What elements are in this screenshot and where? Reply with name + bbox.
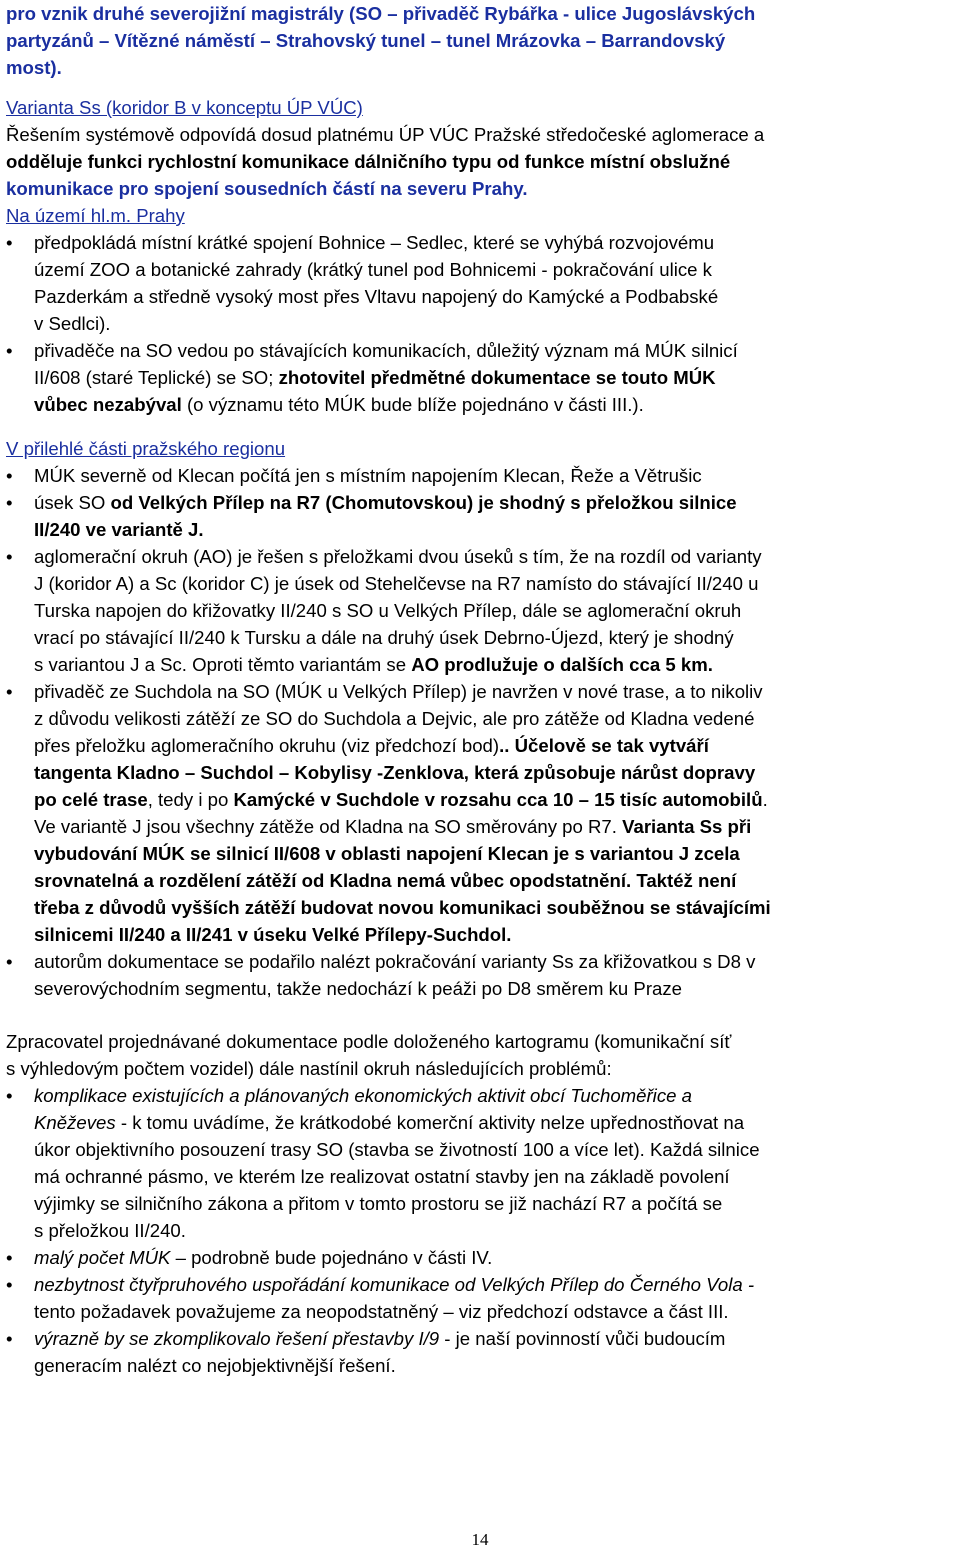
page-number: 14: [471, 1530, 489, 1549]
list-item: • předpokládá místní krátké spojení Bohnice – Sedlec, které se vyhýbá rozvojovému území ZOO a botanické zahrady (krátký tunel pod Bohnicemi - pokračování ulice k Pazderkám a středně vysoký most přes Vltavu napojený do Kamýcké a Podbabské v Sedlci).: [6, 229, 958, 337]
text-line: pro vznik druhé severojižní magistrály (SO – přivaděč Rybářka - ulice Jugoslávských: [6, 3, 756, 24]
bullet-icon: •: [6, 1274, 13, 1295]
bullet-icon: •: [6, 546, 13, 567]
text-line: partyzánů – Vítězné náměstí – Strahovský tunel – tunel Mrázovka – Barrandovský: [6, 30, 726, 51]
bullet-icon: •: [6, 1085, 13, 1106]
text-line: Řešením systémově odpovídá dosud platnému ÚP VÚC Pražské středočeské aglomerace a: [6, 124, 765, 145]
text-line: odděluje funkci rychlostní komunikace dálničního typu od funkce místní obslužné: [6, 151, 731, 172]
list-item: • komplikace existujících a plánovaných ekonomických aktivit obcí Tuchoměřice a Kněževes - k tomu uvádíme, že krátkodobé komerční aktivity nelze upřednostňovat na úkor objektivního posouzení trasy SO (stavba se životností 100 a více let). Každá silnice má ochranné pásmo, ve kterém lze realizovat ostatní stavby jen na základě povolení výjimky se silničního zákona a přitom v tomto prostoru se již nachází R7 a počítá se s přeložkou II/240.: [6, 1082, 958, 1244]
bullet-icon: •: [6, 492, 13, 513]
document-page: [6, 0, 958, 1379]
intro-paragraph: [6, 0, 958, 81]
variant-heading: Varianta Ss (koridor B v konceptu ÚP VÚC): [6, 97, 363, 118]
list-item: • úsek SO od Velkých Přílep na R7 (Chomutovskou) je shodný s přeložkou silnice II/240 ve variantě J.: [6, 489, 958, 543]
bullet-icon: •: [6, 465, 13, 486]
list-item: • autorům dokumentace se podařilo nalézt pokračování varianty Ss za křižovatkou s D8 v severovýchodním segmentu, takže nedochází k peáži po D8 směrem ku Praze: [6, 948, 958, 1002]
list-item: • nezbytnost čtyřpruhového uspořádání komunikace od Velkých Přílep do Černého Vola - tento požadavek považujeme za neopodstatněný – viz předchozí odstavce a část III.: [6, 1271, 958, 1325]
bullet-icon: •: [6, 340, 13, 361]
bullet-icon: •: [6, 1247, 13, 1268]
list-item: • MÚK severně od Klecan počítá jen s místním napojením Klecan, Řeže a Větrušic: [6, 462, 958, 489]
text-line: most).: [6, 57, 62, 78]
bullet-icon: •: [6, 681, 13, 702]
list-item: • malý počet MÚK – podrobně bude pojednáno v části IV.: [6, 1244, 958, 1271]
bullet-icon: •: [6, 951, 13, 972]
list-item: • přivaděče na SO vedou po stávajících komunikacích, důležitý význam má MÚK silnicí II/608 (staré Teplické) se SO; zhotovitel předmětné dokumentace se touto MÚK vůbec nezabýval (o významu této MÚK bude blíže pojednáno v části III.).: [6, 337, 958, 418]
list-item: • aglomerační okruh (AO) je řešen s přeložkami dvou úseků s tím, že na rozdíl od varianty J (koridor A) a Sc (koridor C) je úsek od Stehelčevse na R7 namísto do stávající II/240 u Turska napojen do křižovatky II/240 s SO u Velkých Přílep, dále se aglomerační okruh vrací po stávající II/240 k Tursku a dále na druhý úsek Debrno-Újezd, který je shodný s variantou J a Sc. Oproti těmto variantám se AO prodlužuje o dalších cca 5 km.: [6, 543, 958, 678]
list-item: • přivaděč ze Suchdola na SO (MÚK u Velkých Přílep) je navržen v nové trase, a to nikoliv z důvodu velikosti zátěží ze SO do Suchdola a Dejvic, ale pro zátěže od Kladna vedené přes přeložku aglomeračního okruhu (viz předchozí bod).. Účelově se tak vytváří tangenta Kladno – Suchdol – Kobylisy -Zenklova, která způsobuje nárůst dopravy po celé trase, tedy i po Kamýcké v Suchdole v rozsahu cca 10 – 15 tisíc automobilů. Ve variantě J jsou všechny zátěže od Kladna na SO směrovány po R7. Varianta Ss při vybudování MÚK se silnicí II/608 v oblasti napojení Klecan je s variantou J zcela srovnatelná a rozdělení zátěží od Kladna nemá vůbec opodstatnění. Taktéž není třeba z důvodů vyšších zátěží budovat novou komunikaci souběžnou se stávajícími silnicemi II/240 a II/241 v úseku Velké Přílepy-Suchdol.: [6, 678, 958, 948]
region-heading: V přilehlé části pražského regionu: [6, 438, 286, 459]
processor-paragraph: Zpracovatel projednávané dokumentace podle doloženého kartogramu (komunikační síť s výhledovým počtem vozidel) dále nastínil okruh následujících problémů:: [6, 1031, 732, 1079]
list-item: • výrazně by se zkomplikovalo řešení přestavby I/9 - je naší povinností vůči budoucím generacím nalézt co nejobjektivnější řešení.: [6, 1325, 958, 1379]
bullet-icon: •: [6, 1328, 13, 1349]
variant-paragraph: [6, 121, 958, 202]
bullet-icon: •: [6, 232, 13, 253]
prague-subheading: Na území hl.m. Prahy: [6, 205, 185, 226]
text-line: komunikace pro spojení sousedních částí na severu Prahy.: [6, 178, 528, 199]
